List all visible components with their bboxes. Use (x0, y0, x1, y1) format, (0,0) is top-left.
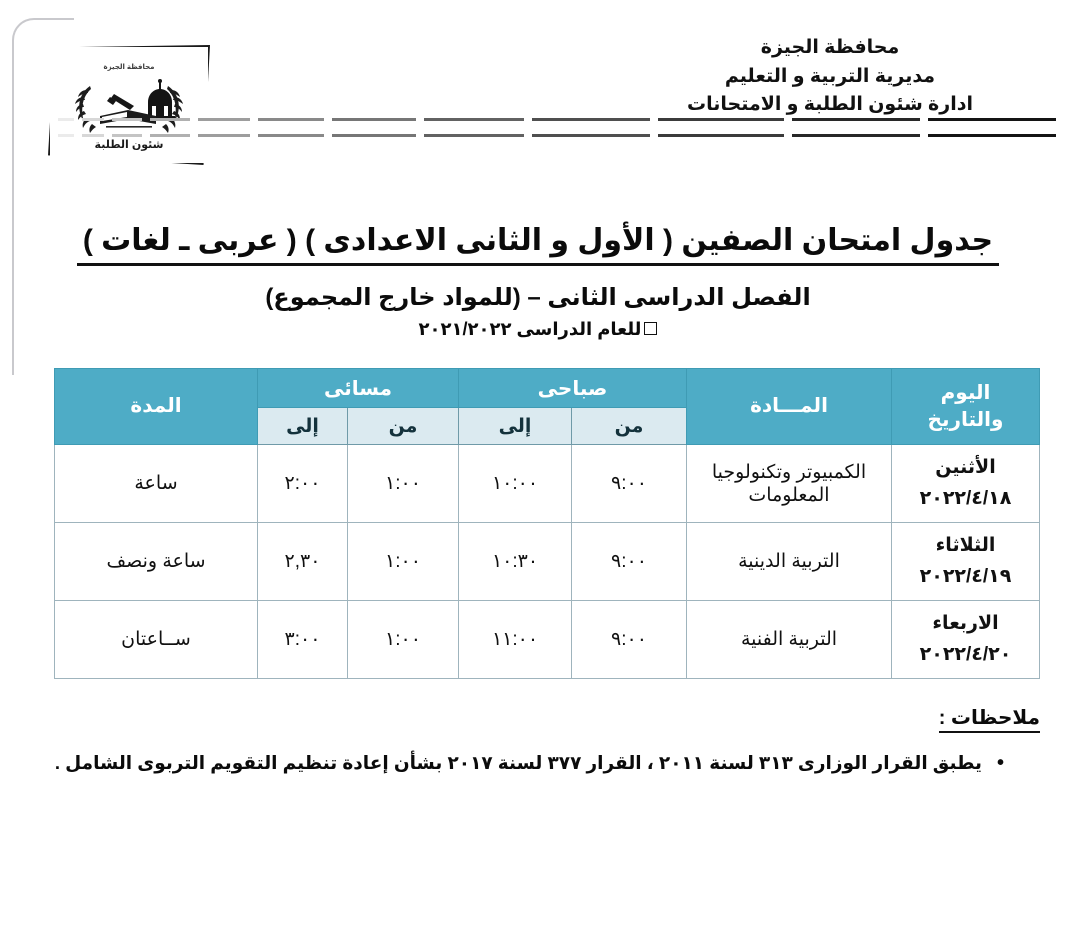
notes-list (55, 748, 1004, 778)
col-header-morning: صباحى (459, 369, 687, 408)
col-header-morning-to: إلى (459, 408, 572, 445)
header-authority-text (620, 34, 1040, 120)
notes-heading-text: ملاحظات : (939, 707, 1040, 733)
rule-segment (258, 118, 324, 137)
cell-subject: الكمبيوتر وتكنولوجيا المعلومات (687, 445, 892, 523)
giza-education-logo (48, 45, 210, 165)
rule-segment (198, 118, 250, 137)
cell-date: ٢٠٢٢/٤/٢٠ (919, 643, 1012, 665)
rule-segment (58, 118, 74, 137)
col-header-morning-from: من (572, 408, 687, 445)
title-block (0, 222, 1076, 340)
header-line-department: ادارة شئون الطلبة و الامتحانات (687, 94, 973, 115)
cell-evening-to: ٣:٠٠ (258, 601, 348, 679)
exam-schedule-table (54, 368, 1040, 679)
cell-duration: ساعة (55, 445, 258, 523)
cell-morning-from: ٩:٠٠ (572, 523, 687, 601)
cell-evening-to: ٢,٣٠ (258, 523, 348, 601)
table-body (55, 445, 1040, 679)
cell-date: ٢٠٢٢/٤/١٩ (919, 565, 1012, 587)
rule-segment (332, 118, 416, 137)
notes-section (55, 705, 1040, 778)
cell-evening-to: ٢:٠٠ (258, 445, 348, 523)
col-header-duration: المدة (55, 369, 258, 445)
col-header-day: اليوم (940, 381, 991, 404)
cell-day: الثلاثاء (935, 535, 996, 557)
list-item: • يطبق القرار الوزارى ٣١٣ لسنة ٢٠١١ ، القرار ٣٧٧ لسنة ٢٠١٧ بشأن إعادة تنظيم التقويم التربوى الشامل . (55, 748, 1004, 778)
academic-year-text: للعام الدراسى ٢٠٢١/٢٠٢٢ (418, 318, 642, 339)
cell-morning-to: ١١:٠٠ (459, 601, 572, 679)
rule-segment (532, 118, 650, 137)
cell-evening-from: ١:٠٠ (348, 523, 459, 601)
cell-duration: ساعة ونصف (55, 523, 258, 601)
checkbox-glyph-icon (644, 322, 657, 335)
rule-segment (82, 118, 104, 137)
table-row (55, 601, 1040, 679)
cell-evening-from: ١:٠٠ (348, 601, 459, 679)
table-row (55, 523, 1040, 601)
decorative-fading-rule (198, 118, 1056, 136)
col-header-day-date (892, 369, 1040, 445)
rule-segment (150, 118, 190, 137)
table-row (55, 445, 1040, 523)
document-header (0, 0, 1076, 200)
table-header (55, 369, 1040, 445)
academic-year-line (0, 319, 1076, 340)
header-line-governorate: محافظة الجيزة (760, 37, 900, 58)
cell-evening-from: ١:٠٠ (348, 445, 459, 523)
col-header-evening-from: من (348, 408, 459, 445)
cell-day-date (892, 601, 1040, 679)
rule-segment (112, 118, 142, 137)
cell-day-date (892, 523, 1040, 601)
cell-morning-to: ١٠:٣٠ (459, 523, 572, 601)
cell-date: ٢٠٢٢/٤/١٨ (919, 487, 1012, 509)
logo-top-label: محافظة الجيزة (103, 64, 155, 71)
col-header-evening-to: إلى (258, 408, 348, 445)
rule-segment (658, 118, 784, 137)
rule-segment (792, 118, 920, 137)
notes-heading (55, 705, 1040, 730)
logo-bottom-label: شئون الطلبة (94, 139, 164, 151)
rule-segment (424, 118, 524, 137)
page-subtitle: الفصل الدراسى الثانى – (للمواد خارج المجموع) (265, 283, 811, 311)
header-line-directorate: مديرية التربية و التعليم (724, 65, 936, 87)
col-header-evening: مسائى (258, 369, 459, 408)
col-header-subject: المـــادة (687, 369, 892, 445)
cell-morning-to: ١٠:٠٠ (459, 445, 572, 523)
cell-day: الأثنين (935, 457, 996, 479)
cell-morning-from: ٩:٠٠ (572, 445, 687, 523)
cell-day: الاربعاء (932, 613, 999, 635)
exam-schedule-table-container (55, 368, 1040, 679)
cell-subject: التربية الفنية (687, 601, 892, 679)
cell-day-date (892, 445, 1040, 523)
col-header-date: والتاريخ (927, 408, 1004, 431)
cell-subject: التربية الدينية (687, 523, 892, 601)
rule-segment (928, 118, 1056, 137)
cell-morning-from: ٩:٠٠ (572, 601, 687, 679)
page-title: جدول امتحان الصفين ( الأول و الثانى الاعدادى ) ( عربى ـ لغات ) (77, 222, 999, 266)
cell-duration: ســاعتان (55, 601, 258, 679)
